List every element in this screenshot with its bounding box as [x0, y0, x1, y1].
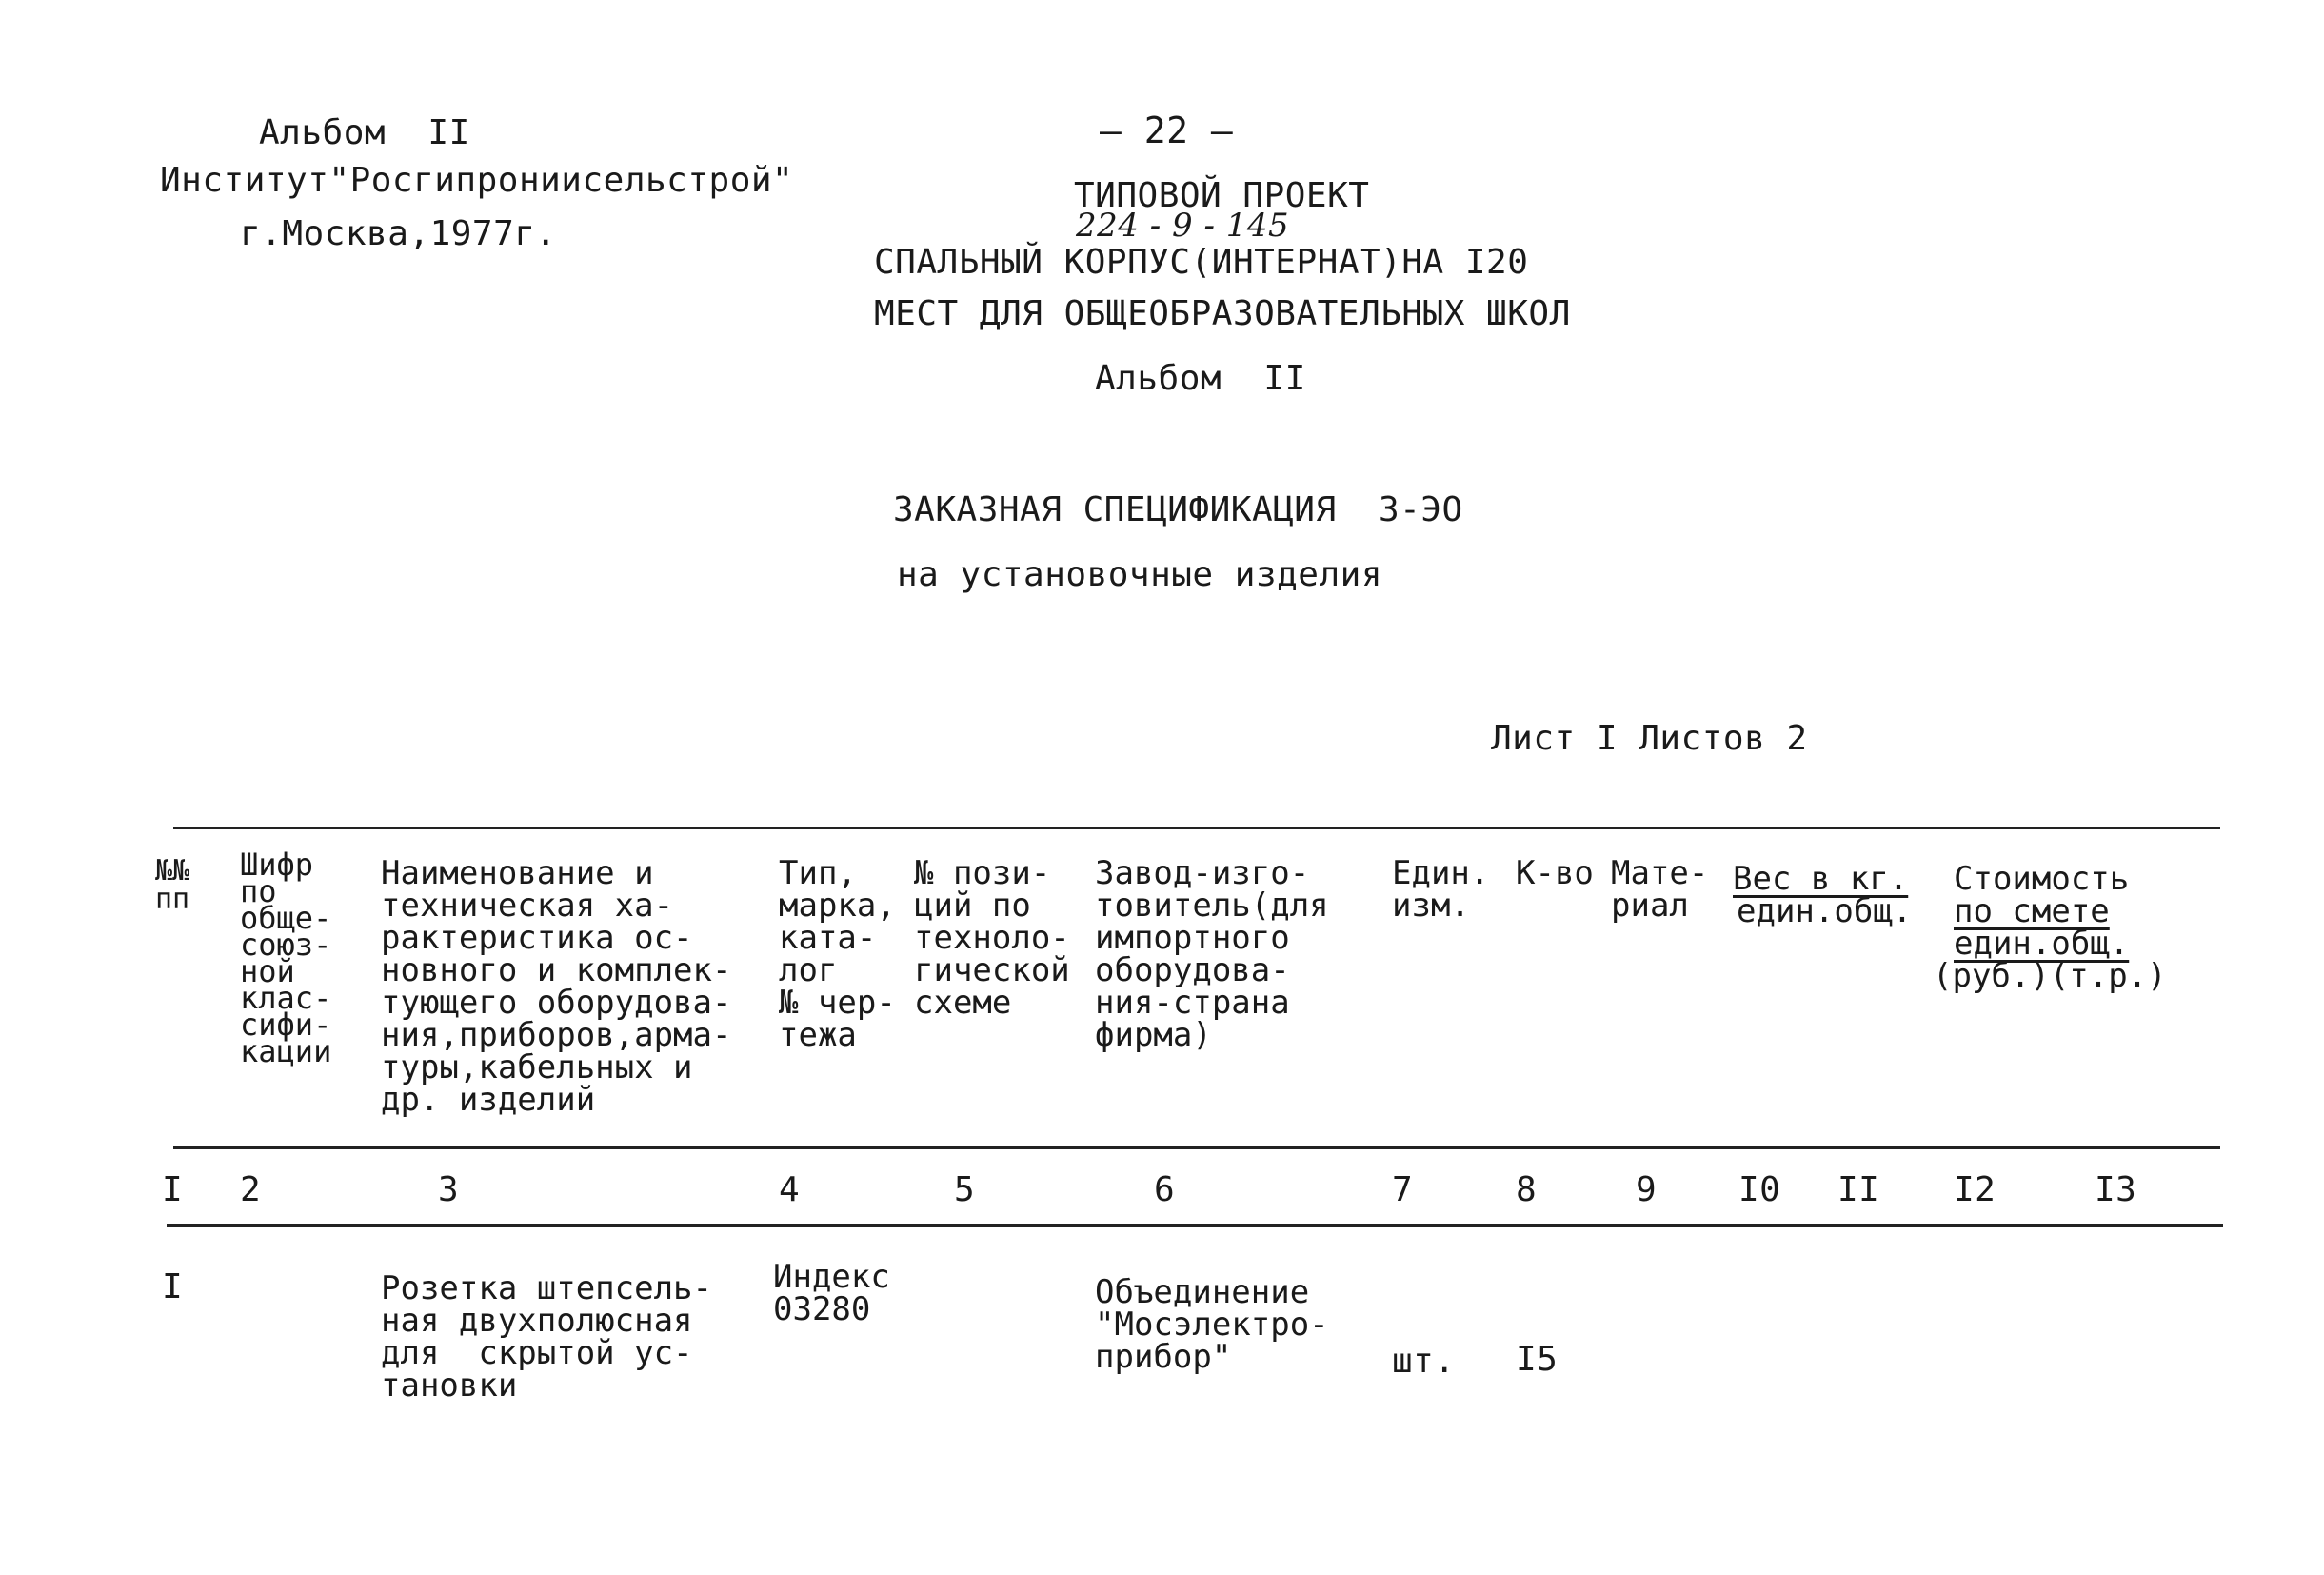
header-col-cost-unit: един.общ.	[1954, 925, 2130, 963]
column-number: 3	[438, 1170, 460, 1209]
institute-name: Институт"Росгипрониисельстрой"	[160, 161, 794, 200]
column-number: 6	[1154, 1170, 1176, 1209]
project-line3: МЕСТ ДЛЯ ОБЩЕОБРАЗОВАТЕЛЬНЫХ ШКОЛ	[874, 294, 1571, 333]
header-col-maker: Завод-изго- товитель(для импортного оборудова- ния-страна фирма)	[1095, 854, 1329, 1054]
header-col-quantity: К-во	[1516, 854, 1594, 892]
row-item-unit: шт.	[1392, 1342, 1456, 1381]
column-number: I	[162, 1170, 184, 1209]
row-item-name: Розетка штепсель- ная двухполюсная для скрытой ус- тановки	[381, 1269, 712, 1405]
row-item-quantity: I5	[1516, 1340, 1559, 1379]
header-col-weight: Вес в кг.	[1733, 860, 1909, 898]
header-bottom-rule	[173, 1146, 2220, 1149]
page-number: — 22 —	[1100, 110, 1234, 151]
table-top-rule	[173, 827, 2220, 829]
header-col-material: Мате- риал	[1611, 854, 1709, 925]
album-label-center: Альбом II	[1095, 359, 1306, 398]
header-col-number: №№ пп	[155, 854, 190, 916]
header-col-classification: Шифр по обще- союз- ной клас- сифи- кации	[240, 847, 332, 1069]
column-number: 4	[779, 1170, 801, 1209]
column-number: 8	[1516, 1170, 1538, 1209]
column-number: 9	[1636, 1170, 1658, 1209]
header-col-cost-currency: (руб.)(т.р.)	[1933, 957, 2167, 995]
row-number: I	[162, 1267, 184, 1306]
column-number: I3	[2095, 1170, 2137, 1209]
column-number: I0	[1738, 1170, 1781, 1209]
column-number: 5	[954, 1170, 976, 1209]
project-heading: ТИПОВОЙ ПРОЕКТ	[1074, 176, 1370, 215]
column-number: 2	[240, 1170, 262, 1209]
numbers-bottom-rule	[167, 1224, 2223, 1227]
column-number: 7	[1392, 1170, 1414, 1209]
sheet-number: Лист I Листов 2	[1491, 719, 1808, 758]
header-col-name: Наименование и техническая ха- рактеристика ос- новного и комплек- тующего оборудова- ния,приборов,арма- туры,кабельных и др. изделий	[381, 854, 732, 1119]
row-item-type: Индекс 03280	[773, 1258, 890, 1328]
column-number: II	[1837, 1170, 1880, 1209]
header-col-unit: Един. изм.	[1392, 854, 1490, 925]
project-line2: СПАЛЬНЫЙ КОРПУС(ИНТЕРНАТ)НА I20	[874, 243, 1529, 282]
project-code: 224 - 9 - 145	[1076, 207, 1290, 245]
header-col-type: Тип, марка, ката- лог № чер- тежа	[779, 854, 896, 1054]
row-item-maker: Объединение "Мосэлектро- прибор"	[1095, 1273, 1329, 1376]
city-year: г.Москва,1977г.	[240, 214, 557, 253]
album-label-left: Альбом II	[259, 113, 470, 152]
header-col-position: № пози- ций по техноло- гической схеме	[914, 854, 1070, 1022]
header-col-cost: Стоимость	[1954, 860, 2130, 898]
column-number: I2	[1954, 1170, 1996, 1209]
spec-subtitle: на установочные изделия	[897, 555, 1382, 594]
header-col-weight-sub: един.общ.	[1737, 892, 1913, 930]
header-col-cost-estimate: по смете	[1954, 892, 2110, 930]
spec-title: ЗАКАЗНАЯ СПЕЦИФИКАЦИЯ З-ЭО	[893, 490, 1463, 529]
